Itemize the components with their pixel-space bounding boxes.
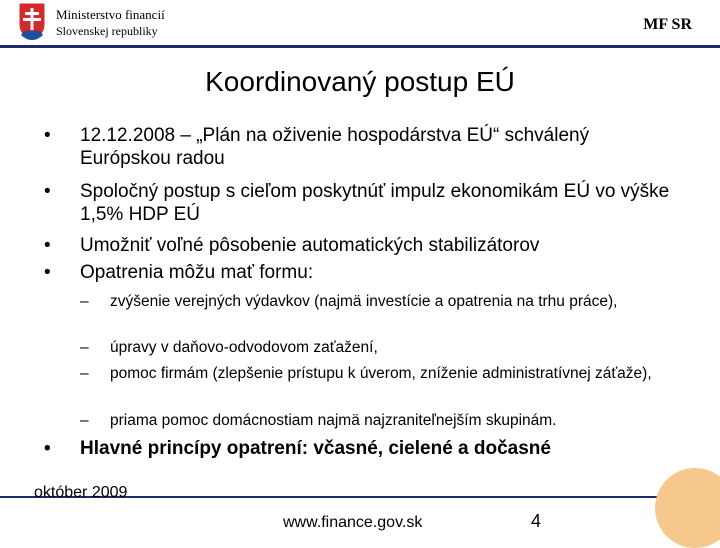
ministry-name <box>56 6 165 40</box>
bullet-icon: • <box>44 438 51 459</box>
sub-bullet-text: pomoc firmám (zlepšenie prístupu k úverom, zníženie administratívnej záťaže), <box>110 365 652 382</box>
header-divider <box>0 45 720 48</box>
slide-title: Koordinovaný postup EÚ <box>205 66 515 97</box>
dash-icon: – <box>80 412 89 429</box>
bullet-icon: • <box>44 181 51 202</box>
dash-icon: – <box>80 339 89 356</box>
bullet-text: Spoločný postup s cieľom poskytnúť impulz ekonomikám EÚ vo výške 1,5% HDP EÚ <box>80 181 670 225</box>
bullet-text: 12.12.2008 – „Plán na oživenie hospodárstva EÚ“ schválený Európskou radou <box>80 125 590 169</box>
sub-bullet-text: zvýšenie verejných výdavkov (najmä investície a opatrenia na trhu práce), <box>110 293 618 310</box>
key-principles-text: Hlavné princípy opatrení: včasné, cielené a dočasné <box>80 438 551 459</box>
dash-icon: – <box>80 365 89 382</box>
slovak-coat-of-arms-icon <box>18 2 46 42</box>
bullet-icon: • <box>44 125 51 146</box>
ministry-short-name: MF SR <box>643 16 692 33</box>
sub-bullet-text: úpravy v daňovo-odvodovom zaťažení, <box>110 339 378 356</box>
slide-header <box>0 0 720 46</box>
page-number: 4 <box>531 511 542 531</box>
bullet-text: Opatrenia môžu mať formu: <box>80 262 314 283</box>
footer-date: október 2009 <box>34 484 128 501</box>
ministry-line-1: Ministerstvo financií <box>56 7 165 22</box>
bullet-text: Umožniť voľné pôsobenie automatických stabilizátorov <box>80 235 540 256</box>
corner-decoration <box>655 468 720 548</box>
dash-icon: – <box>80 293 89 310</box>
bullet-icon: • <box>44 235 51 256</box>
footer-url: www.finance.gov.sk <box>283 514 423 531</box>
sub-bullet-text: priama pomoc domácnostiam najmä najzraniteľnejším skupinám. <box>110 412 557 429</box>
ministry-line-2: Slovenskej republiky <box>56 24 158 38</box>
bullet-icon: • <box>44 262 51 283</box>
